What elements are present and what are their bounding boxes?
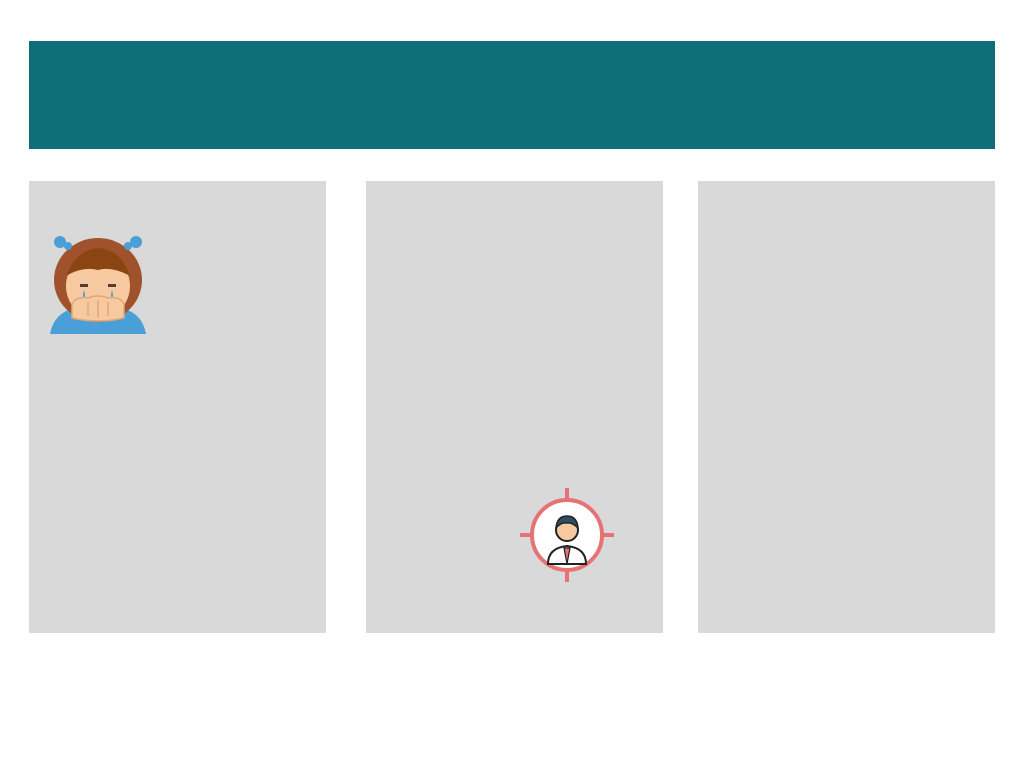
target-customer-icon: [520, 488, 614, 586]
card-ajude-clientes: [366, 181, 663, 633]
worried-girl-icon: [46, 232, 150, 338]
page-header: [29, 41, 995, 149]
card-afaste-receios: [29, 181, 326, 633]
card-contactos-software: [698, 181, 995, 633]
